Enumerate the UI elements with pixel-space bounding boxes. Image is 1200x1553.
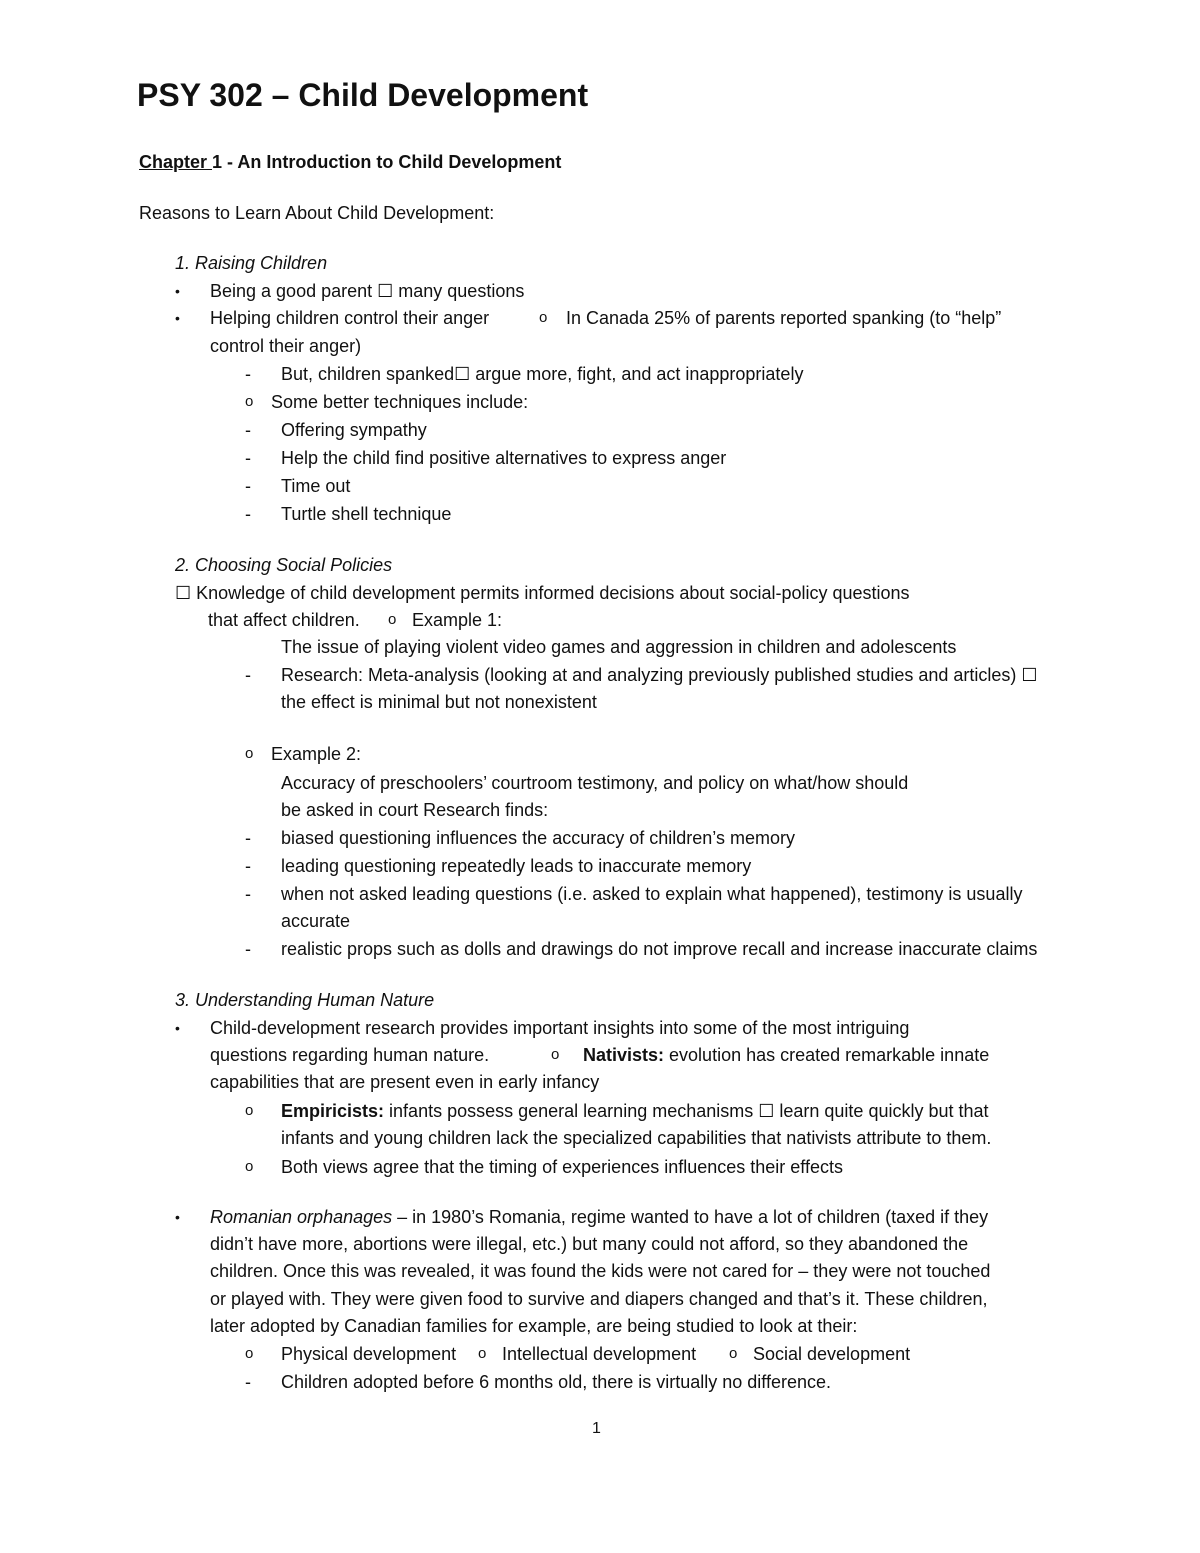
s3-line2-tail bbox=[583, 1043, 989, 1067]
s3-line1: Child-development research provides important insights into some of the most intriguing bbox=[210, 1018, 910, 1038]
circle-marker: o bbox=[245, 1102, 254, 1119]
circle-marker: o bbox=[388, 611, 397, 628]
s3-romania-line5: later adopted by Canadian families for example, are being studied to look at their: bbox=[210, 1316, 858, 1336]
circle-marker: o bbox=[478, 1345, 487, 1362]
s3-romania-line7: Children adopted before 6 months old, there is virtually no difference. bbox=[281, 1372, 831, 1392]
circle-marker: o bbox=[245, 745, 254, 762]
chapter-number: 1 bbox=[212, 152, 223, 172]
chapter-heading bbox=[139, 150, 561, 174]
s1-line7: Help the child find positive alternatives to express anger bbox=[281, 448, 727, 468]
empiricists-definition: infants possess general learning mechanisms ☐ learn quite quickly but that bbox=[384, 1101, 989, 1121]
nativists-term: Nativists: bbox=[583, 1045, 665, 1065]
s1-line2: Helping children control their anger bbox=[210, 308, 490, 328]
s2-line7: Accuracy of preschoolers’ courtroom testimony, and policy on what/how should bbox=[281, 773, 909, 793]
circle-marker: o bbox=[245, 1345, 254, 1362]
s3-line3: capabilities that are present even in early infancy bbox=[210, 1072, 600, 1092]
circle-marker: o bbox=[551, 1046, 560, 1063]
chapter-label: Chapter bbox=[139, 152, 213, 172]
s3-romania-line2: didn’t have more, abortions were illegal, etc.) but many could not afford, so they abandoned the bbox=[210, 1234, 969, 1254]
section1-heading: 1. Raising Children bbox=[175, 253, 328, 273]
s1-line3: control their anger) bbox=[210, 336, 362, 356]
s3-line6: Both views agree that the timing of experiences influences their effects bbox=[281, 1157, 843, 1177]
intro-text: Reasons to Learn About Child Development: bbox=[139, 203, 495, 223]
s3-romania-line1 bbox=[210, 1205, 988, 1229]
dash-marker: - bbox=[245, 476, 251, 496]
s1-line6: Offering sympathy bbox=[281, 420, 427, 440]
romanian-orphanages-term: Romanian orphanages bbox=[210, 1207, 393, 1227]
dash-marker: - bbox=[245, 856, 251, 876]
physical-development: Physical development bbox=[281, 1344, 457, 1364]
circle-marker: o bbox=[729, 1345, 738, 1362]
s3-romania-line4: or played with. They were given food to survive and diapers changed and that’s it. These children, bbox=[210, 1289, 988, 1309]
section3-heading: 3. Understanding Human Nature bbox=[175, 990, 435, 1010]
s2-line3: The issue of playing violent video games and aggression in children and adolescents bbox=[281, 637, 957, 657]
s1-line8: Time out bbox=[281, 476, 351, 496]
s1-line1: Being a good parent ☐ many questions bbox=[210, 281, 525, 301]
s1-line5: Some better techniques include: bbox=[271, 392, 529, 412]
bullet-marker: • bbox=[175, 1020, 180, 1036]
s2-line11: when not asked leading questions (i.e. asked to explain what happened), testimony is usually bbox=[281, 884, 1023, 904]
s3-line2: questions regarding human nature. bbox=[210, 1045, 490, 1065]
social-development: Social development bbox=[753, 1344, 911, 1364]
circle-marker: o bbox=[539, 309, 548, 326]
s2-line1: ☐ Knowledge of child development permits informed decisions about social-policy questions bbox=[175, 583, 910, 603]
document-title: PSY 302 – Child Development bbox=[137, 77, 589, 113]
s3-romania-line3: children. Once this was revealed, it was found the kids were not cared for – they were not touched bbox=[210, 1261, 991, 1281]
dash-marker: - bbox=[245, 420, 251, 440]
dash-marker: - bbox=[245, 828, 251, 848]
s2-line9: biased questioning influences the accuracy of children’s memory bbox=[281, 828, 795, 848]
section2-heading: 2. Choosing Social Policies bbox=[175, 555, 393, 575]
bullet-marker: • bbox=[175, 1209, 180, 1225]
dash-marker: - bbox=[245, 504, 251, 524]
circle-marker: o bbox=[245, 1158, 254, 1175]
s3-line4 bbox=[281, 1099, 989, 1123]
bullet-marker: • bbox=[175, 283, 180, 299]
dash-marker: - bbox=[245, 1372, 251, 1392]
s2-line8: be asked in court Research finds: bbox=[281, 800, 549, 820]
s2-line6: Example 2: bbox=[271, 744, 362, 764]
s1-line2b: In Canada 25% of parents reported spanking (to “help” bbox=[566, 308, 1002, 328]
s2-line2: that affect children. bbox=[208, 610, 360, 630]
empiricists-term: Empiricists: bbox=[281, 1101, 385, 1121]
nativists-definition: evolution has created remarkable innate bbox=[664, 1045, 990, 1065]
s1-line9: Turtle shell technique bbox=[281, 504, 452, 524]
s2-line2b: Example 1: bbox=[412, 610, 503, 630]
s2-line5: the effect is minimal but not nonexistent bbox=[281, 692, 597, 712]
dash-marker: - bbox=[245, 448, 251, 468]
s2-line13: realistic props such as dolls and drawings do not improve recall and increase inaccurate claims bbox=[281, 939, 1038, 959]
s3-line5: infants and young children lack the specialized capabilities that nativists attribute to them. bbox=[281, 1128, 992, 1148]
chapter-title: - An Introduction to Child Development bbox=[222, 152, 562, 172]
dash-marker: - bbox=[245, 884, 251, 904]
s1-line4: But, children spanked☐ argue more, fight, and act inappropriately bbox=[281, 364, 804, 384]
s2-line10: leading questioning repeatedly leads to inaccurate memory bbox=[281, 856, 752, 876]
s2-line4: Research: Meta-analysis (looking at and analyzing previously published studies and articles) ☐ bbox=[281, 665, 1038, 685]
circle-marker: o bbox=[245, 393, 254, 410]
romania-text: – in 1980’s Romania, regime wanted to have a lot of children (taxed if they bbox=[392, 1207, 989, 1227]
s2-line12: accurate bbox=[281, 911, 351, 931]
dash-marker: - bbox=[245, 665, 251, 685]
intellectual-development: Intellectual development bbox=[502, 1344, 697, 1364]
bullet-marker: • bbox=[175, 310, 180, 326]
dash-marker: - bbox=[245, 939, 251, 959]
page-number: 1 bbox=[592, 1420, 601, 1437]
dash-marker: - bbox=[245, 364, 251, 384]
